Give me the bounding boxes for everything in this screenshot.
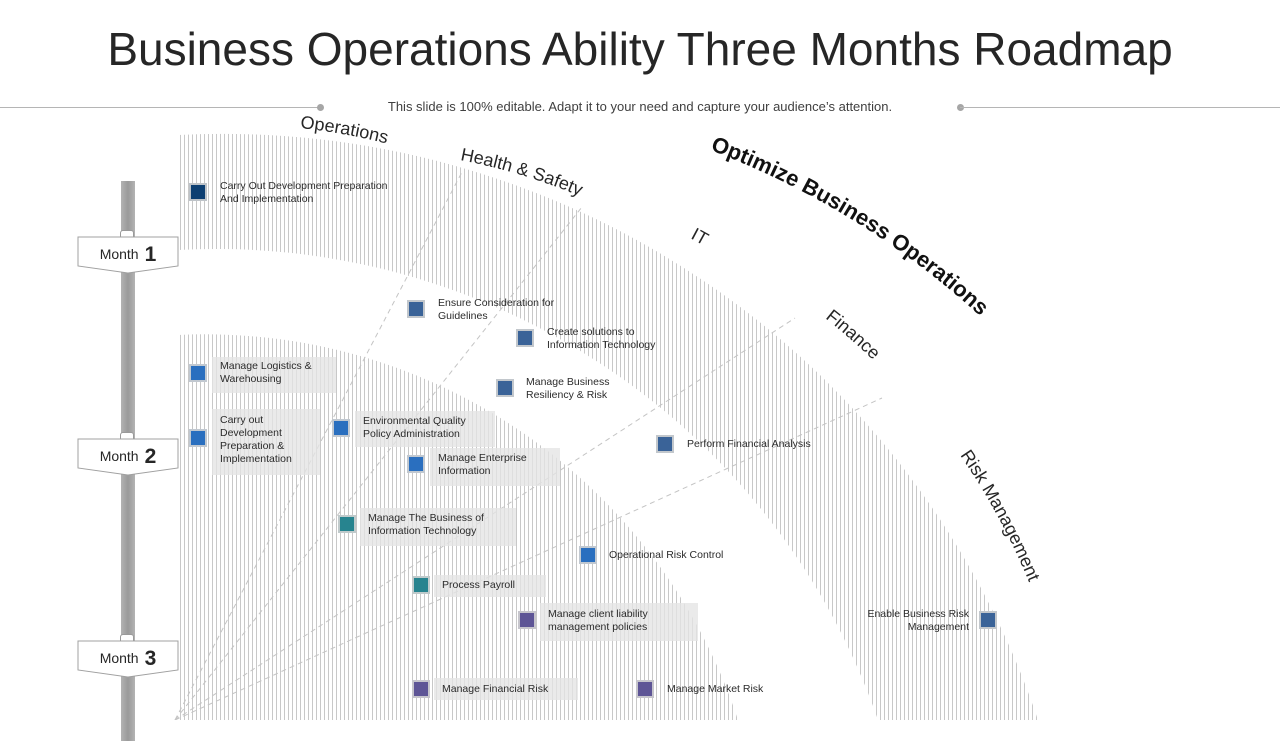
task-marker: [656, 435, 674, 453]
task-marker: [189, 429, 207, 447]
task-label: Manage The Business of Information Technology: [368, 512, 484, 537]
month-number: 2: [144, 445, 157, 468]
task-marker: [516, 329, 534, 347]
task-marker: [636, 680, 654, 698]
main-arc-label: Optimize Business Operations: [708, 131, 994, 321]
task-label: Manage Market Risk: [667, 683, 764, 695]
month-3-marker: [77, 640, 179, 676]
month-number: 3: [144, 647, 157, 670]
task-marker: [407, 455, 425, 473]
task-marker: [979, 611, 997, 629]
category-operations: Operations: [299, 112, 391, 148]
category-health-safety: Health & Safety: [459, 144, 586, 200]
task-marker: [189, 364, 207, 382]
month-label: Month: [99, 448, 139, 464]
task-marker: [407, 300, 425, 318]
task-label: Environmental Quality Policy Administration: [363, 415, 466, 440]
task-label: Carry Out Development Preparation And Implementation: [220, 180, 388, 205]
category-it: IT: [688, 223, 712, 250]
category-risk-management: Risk Management: [956, 446, 1044, 584]
task-marker: [518, 611, 536, 629]
task-label: Process Payroll: [442, 579, 515, 591]
task-label: Manage Business Resiliency & Risk: [526, 376, 610, 401]
task-label: Ensure Consideration for Guidelines: [438, 297, 555, 322]
task-marker: [579, 546, 597, 564]
page-title: Business Operations Ability Three Months Roadmap: [107, 23, 1173, 75]
task-label: Enable Business Risk Management: [867, 608, 969, 633]
month-2-marker: [77, 438, 179, 474]
task-marker: [412, 680, 430, 698]
task-label: Operational Risk Control: [609, 549, 724, 561]
task-label: Manage Financial Risk: [442, 683, 549, 695]
task-label: Manage Enterprise Information: [438, 452, 527, 477]
month-label: Month: [99, 246, 139, 262]
task-label: Manage Logistics & Warehousing: [220, 360, 312, 385]
task-label: Manage client liability management policies: [548, 608, 648, 633]
task-label: Create solutions to Information Technology: [547, 326, 656, 351]
task-marker: [189, 183, 207, 201]
month-1-marker: [77, 236, 179, 272]
task-marker: [496, 379, 514, 397]
task-marker: [338, 515, 356, 533]
task-label: Perform Financial Analysis: [687, 438, 811, 450]
task-label: Carry out Development Preparation & Implementation: [220, 414, 292, 465]
task-marker: [412, 576, 430, 594]
page-subtitle: This slide is 100% editable. Adapt it to your need and capture your audience’s attention.: [387, 99, 893, 114]
month-number: 1: [144, 243, 157, 266]
category-finance: Finance: [822, 305, 885, 364]
task-marker: [332, 419, 350, 437]
month-label: Month: [99, 650, 139, 666]
